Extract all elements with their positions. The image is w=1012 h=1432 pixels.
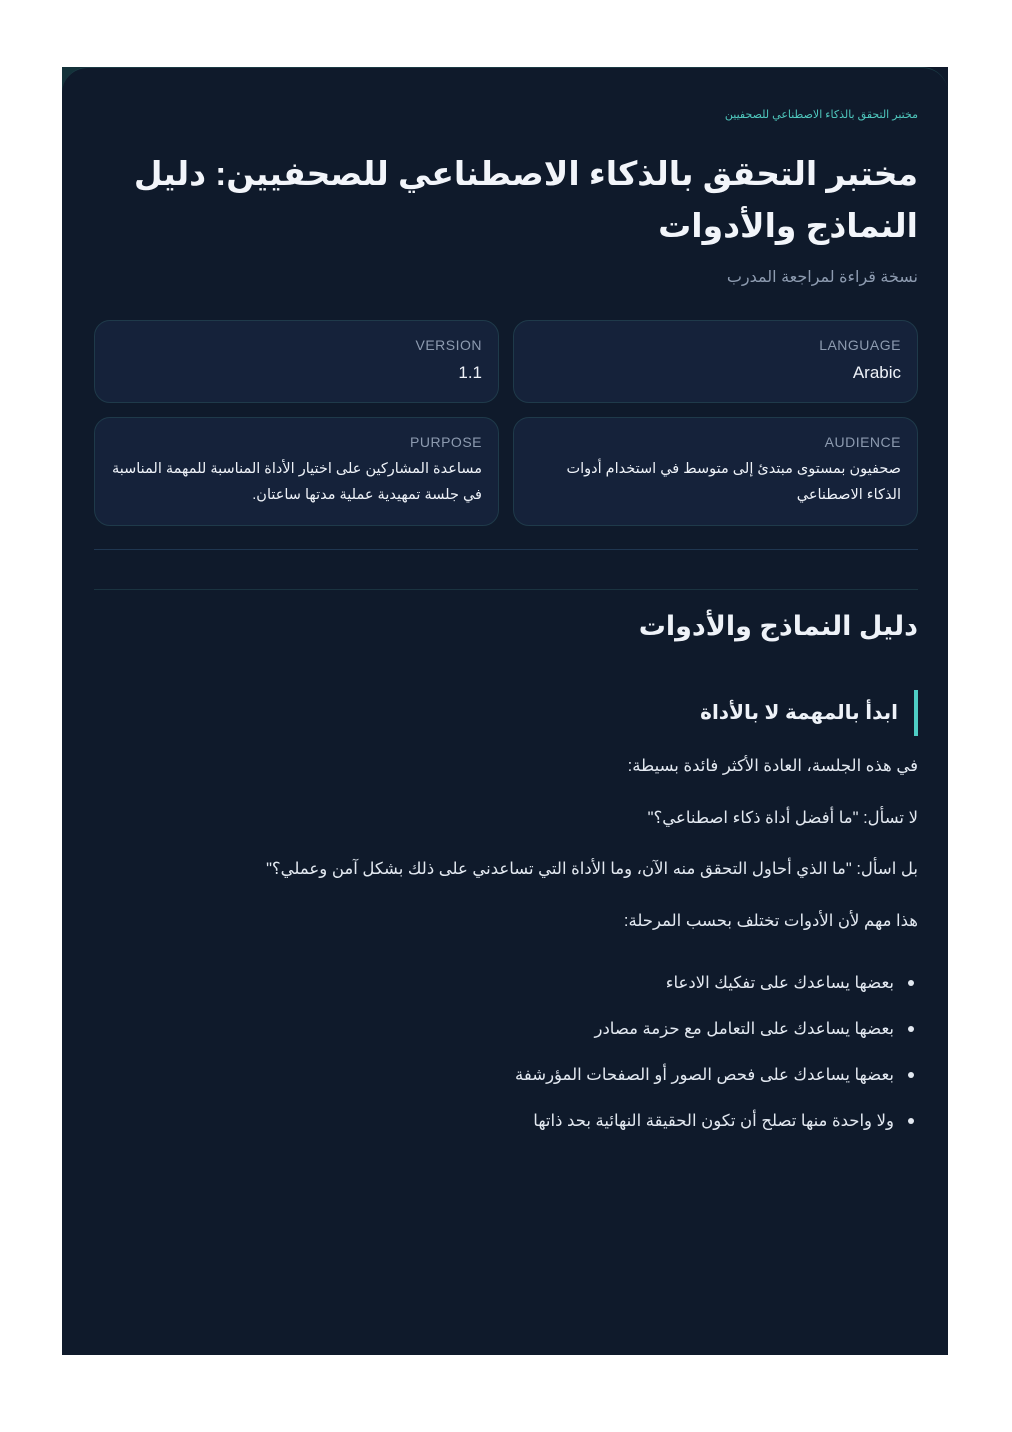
meta-card-purpose [94,417,499,526]
list-item-text: بعضها يساعدك على فحص الصور أو الصفحات المؤرشفة [515,1066,894,1084]
subsection-heading: ابدأ بالمهمة لا بالأداة [700,690,918,736]
list-item-text: بعضها يساعدك على التعامل مع حزمة مصادر [594,1020,894,1038]
meta-card-language [513,320,918,403]
paragraph: لا تسأل: "ما أفضل أداة ذكاء اصطناعي؟" [647,809,918,827]
list-item [515,960,894,1006]
paragraph: في هذه الجلسة، العادة الأكثر فائدة بسيطة: [627,757,918,775]
list-item [515,1098,894,1144]
paragraph: بل اسأل: "ما الذي أحاول التحقق منه الآن، وما الأداة التي تساعدني على ذلك بشكل آمن وعملي؟" [266,860,918,878]
meta-value: صحفيون بمستوى مبتدئ إلى متوسط في استخدام أدوات الذكاء الاصطناعي [566,461,901,503]
meta-value: 1.1 [458,363,482,382]
bullet-icon [908,1026,914,1032]
divider [94,549,918,550]
meta-value: Arabic [852,363,901,382]
meta-label: VERSION [415,337,482,353]
list-item [515,1052,894,1098]
meta-label: LANGUAGE [819,337,901,353]
page-subtitle: نسخة قراءة لمراجعة المدرب [726,269,918,286]
meta-label: AUDIENCE [824,434,901,450]
meta-card-version [94,320,499,403]
document-card [62,67,948,1355]
section-title: دليل النماذج والأدوات [638,611,918,641]
metadata-grid [94,320,918,526]
bullet-icon [908,980,914,986]
list-item-text: ولا واحدة منها تصلح أن تكون الحقيقة النهائية بحد ذاتها [533,1112,894,1130]
meta-label: PURPOSE [410,434,482,450]
meta-value: مساعدة المشاركين على اختيار الأداة المناسبة للمهمة المناسبة في جلسة تمهيدية عملية مدتها ساعتان. [111,461,482,503]
eyebrow-label: مختبر التحقق بالذكاء الاصطناعي للصحفيين [724,109,918,121]
bullet-icon [908,1072,914,1078]
meta-card-audience [513,417,918,526]
page-title: مختبر التحقق بالذكاء الاصطناعي للصحفيين: دليل النماذج والأدوات [133,155,918,244]
list-item-text: بعضها يساعدك على تفكيك الادعاء [665,974,894,992]
divider [94,589,918,590]
bullet-icon [908,1118,914,1124]
page-frame [62,67,948,1355]
list-item [515,1006,894,1052]
bullet-list [515,960,918,1144]
paragraph: هذا مهم لأن الأدوات تختلف بحسب المرحلة: [623,912,918,930]
